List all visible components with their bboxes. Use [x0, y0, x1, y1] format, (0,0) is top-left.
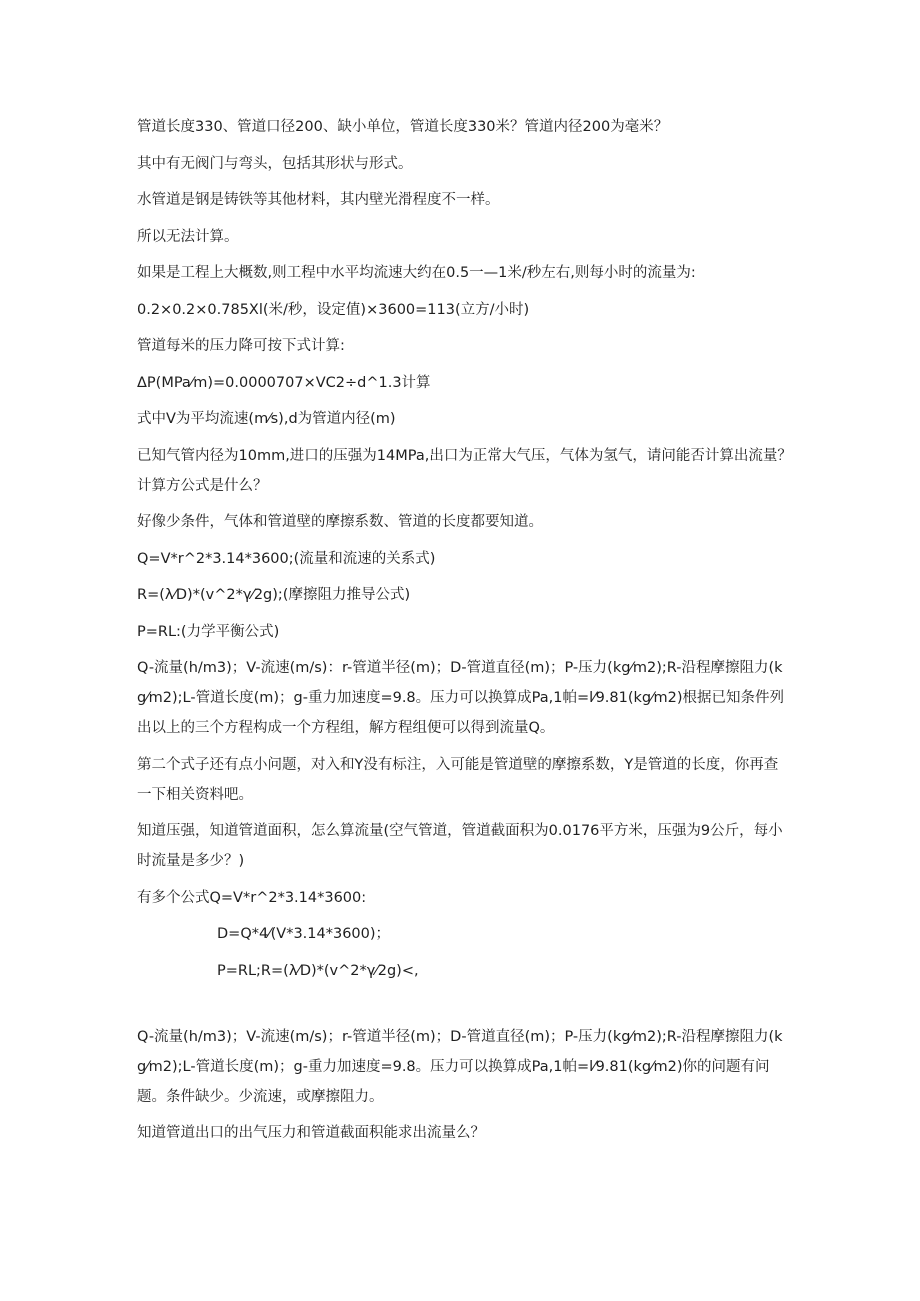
paragraph: 式中V为平均流速(m⁄s),d为管道内径(m): [137, 411, 396, 427]
formula-paragraph: 有多个公式Q=V*r^2*3.14*3600:: [137, 889, 367, 906]
formula-paragraph: ΔP(MPa⁄m)=0.0000707×VC2÷d^1.3计算: [137, 374, 431, 391]
question-paragraph: 已知气管内径为10mm,进口的压强为14MPa,出口为正常大气压，气体为氢气，请问能否计算出流量？计算方公式是什么？: [137, 447, 792, 494]
paragraph: 管道每米的压力降可按下式计算:: [137, 338, 345, 354]
variable-definitions-paragraph: Q-流量(h/m3)；V-流速(m/s)；r-管道半径(m)；D-管道直径(m)；P-压力(kg⁄m2);R-沿程摩擦阻力(kg⁄m2);L-管道长度(m)；g-重力加速度=9.8。压力可以换算成Pa,1帕=l⁄9.81(kg⁄m2)你的问题有问题。条件缺少。少流速，或摩擦阻力。: [137, 1028, 783, 1105]
document-body: [137, 112, 792, 1155]
paragraph: 所以无法计算。: [137, 228, 239, 245]
paragraph: 第二个式子还有点小问题，对入和Y没有标注，入可能是管道壁的摩擦系数，Y是管道的长度，你再查一下相关资料吧。: [137, 756, 779, 803]
variable-definitions-paragraph: Q-流量(h/m3)；V-流速(m/s)：r-管道半径(m)；D-管道直径(m)；P-压力(kg⁄m2);R-沿程摩擦阻力(kg⁄m2);L-管道长度(m)；g-重力加速度=9.8。压力可以换算成Pa,1帕=l⁄9.81(kg⁄m2)根据已知条件列出以上的三个方程构成一个方程组，解方程组便可以得到流量Q。: [137, 660, 785, 736]
paragraph: 其中有无阀门与弯头，包括其形状与形式。: [137, 155, 413, 172]
question-paragraph: 知道管道出口的出气压力和管道截面积能求出流量么？: [137, 1125, 485, 1141]
indented-formula: P=RL;R=(λ⁄D)*(v^2*γ⁄2g)<,: [217, 962, 419, 979]
paragraph: 水管道是钢是铸铁等其他材料，其内壁光滑程度不一样。: [137, 192, 500, 208]
paragraph: 如果是工程上大概数,则工程中水平均流速大约在0.5一—1米/秒左右,则每小时的流量为:: [137, 265, 696, 281]
paragraph: 好像少条件，气体和管道壁的摩擦系数、管道的长度都要知道。: [137, 514, 543, 530]
formula-paragraph: P=RL:(力学平衡公式): [137, 623, 280, 640]
indented-formula: D=Q*4⁄(V*3.14*3600)；: [217, 926, 391, 942]
paragraph: 管道长度330、管道口径200、缺小单位，管道长度330米？管道内径200为毫米？: [137, 119, 669, 135]
formula-paragraph: Q=V*r^2*3.14*3600;(流量和流速的关系式): [137, 550, 436, 567]
formula-paragraph: R=(λ⁄D)*(v^2*γ⁄2g);(摩擦阻力推导公式): [137, 587, 411, 603]
question-paragraph: 知道压强，知道管道面积，怎么算流量(空气管道，管道截面积为0.0176平方米，压强为9公斤，每小时流量是多少？): [137, 823, 783, 869]
formula-paragraph: 0.2×0.2×0.785Xl(米/秒，设定值)×3600=113(立方/小时): [137, 301, 530, 318]
